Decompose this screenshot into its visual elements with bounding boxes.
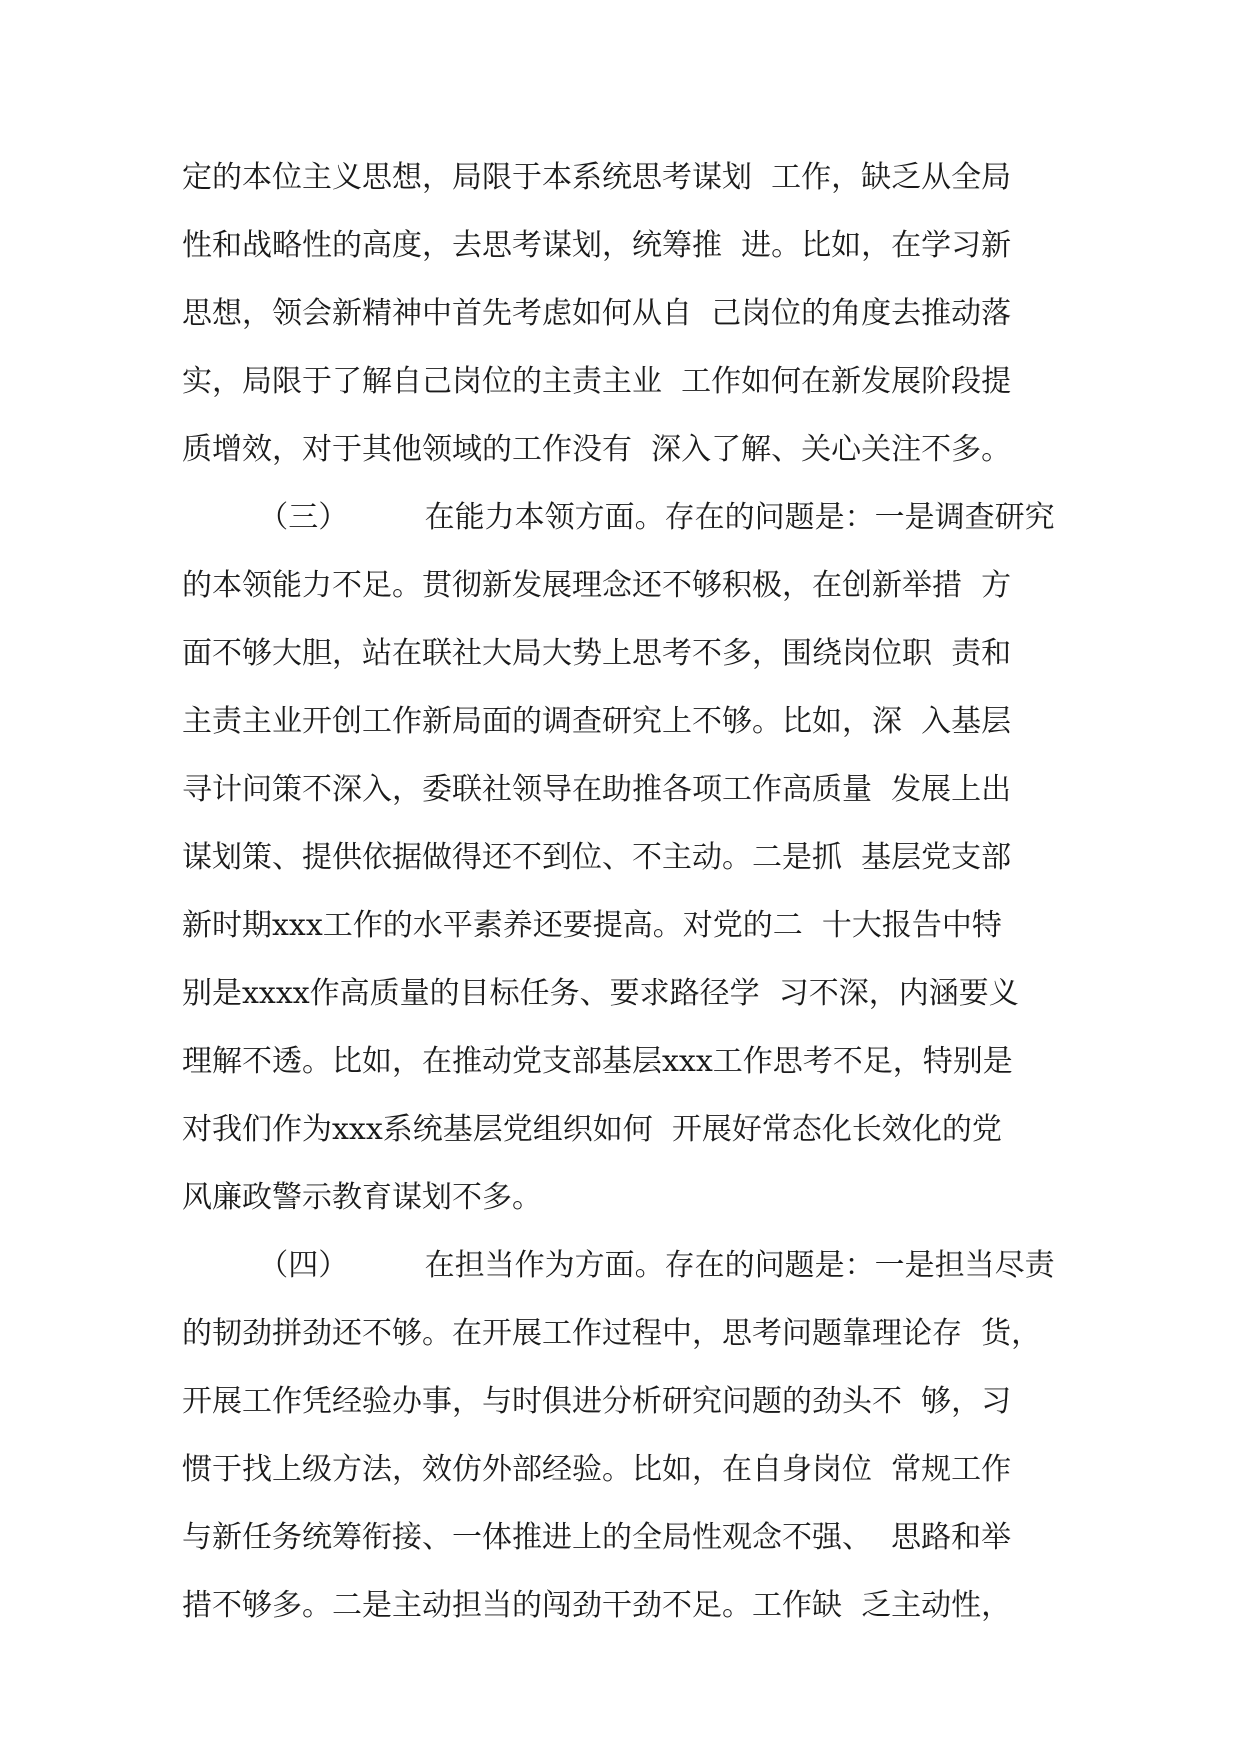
- text-line: 理解不透。比如，在推动党支部基层xxx工作思考不足，特别是: [182, 1044, 1013, 1079]
- text-line: 措不够多。二是主动担当的闯劲干劲不足。工作缺 乏主动性，: [182, 1588, 1012, 1623]
- text-line: 寻计问策不深入，委联社领导在助推各项工作高质量 发展上出: [182, 772, 1012, 807]
- text-line: 面不够大胆，站在联社大局大势上思考不多，围绕岗位职 责和: [182, 636, 1012, 671]
- text-line: 主责主业开创工作新局面的调查研究上不够。比如，深 入基层: [182, 704, 1012, 739]
- text-line: 风廉政警示教育谋划不多。: [182, 1180, 542, 1215]
- section-heading-line: （四） 在担当作为方面。存在的问题是：一是担当尽责: [182, 1248, 1055, 1283]
- text-line: 的本领能力不足。贯彻新发展理念还不够积极，在创新举措 方: [182, 568, 1012, 603]
- text-line: 思想，领会新精神中首先考虑如何从自 己岗位的角度去推动落: [182, 296, 1012, 331]
- text-line: 开展工作凭经验办事，与时俱进分析研究问题的劲头不 够，习: [182, 1384, 1012, 1419]
- section-heading-line: （三） 在能力本领方面。存在的问题是：一是调查研究: [182, 500, 1055, 535]
- text-line: 谋划策、提供依据做得还不到位、不主动。二是抓 基层党支部: [182, 840, 1012, 875]
- text-line: 实，局限于了解自己岗位的主责主业 工作如何在新发展阶段提: [182, 364, 1012, 399]
- text-line: 与新任务统筹衔接、一体推进上的全局性观念不强、 思路和举: [182, 1520, 1012, 1555]
- text-line: 新时期xxx工作的水平素养还要提高。对党的二 十大报告中特: [182, 908, 1002, 943]
- text-line: 惯于找上级方法，效仿外部经验。比如，在自身岗位 常规工作: [182, 1452, 1012, 1487]
- text-line: 的韧劲拼劲还不够。在开展工作过程中，思考问题靠理论存 货，: [182, 1316, 1042, 1351]
- text-line: 别是xxxx作高质量的目标任务、要求路径学 习不深，内涵要义: [182, 976, 1019, 1011]
- text-line: 对我们作为xxx系统基层党组织如何 开展好常态化长效化的党: [182, 1112, 1002, 1147]
- text-line: 定的本位主义思想，局限于本系统思考谋划 工作，缺乏从全局: [182, 160, 1012, 195]
- text-line: 质增效，对于其他领域的工作没有 深入了解、关心关注不多。: [182, 432, 1012, 467]
- text-line: 性和战略性的高度，去思考谋划，统筹推 进。比如，在学习新: [182, 228, 1012, 263]
